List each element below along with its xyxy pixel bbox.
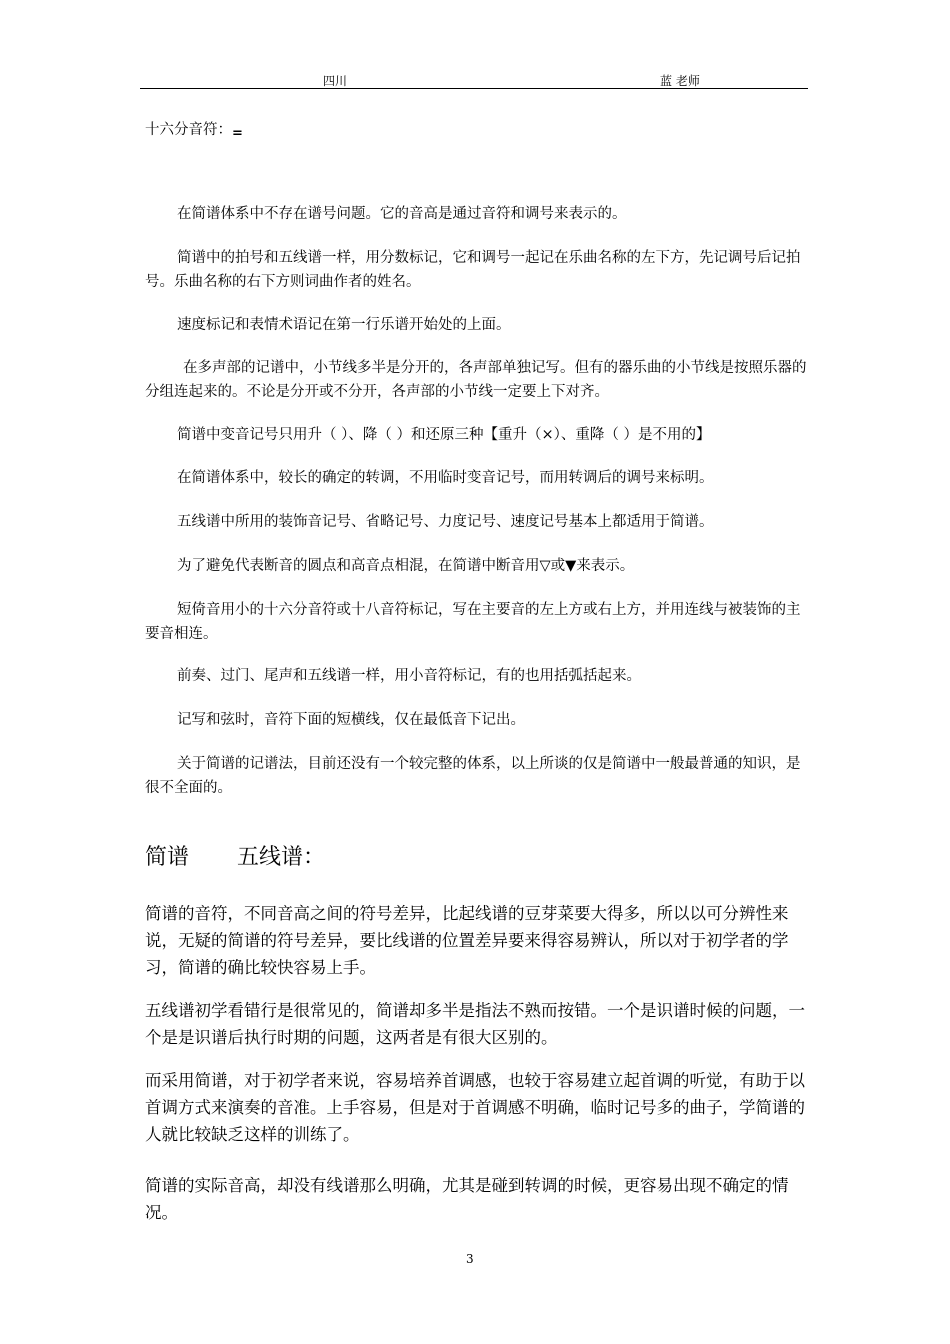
paragraph-1: 在简谱体系中不存在谱号问题。它的音高是通过音符和调号来表示的。: [177, 206, 627, 222]
paragraph-4: 在多声部的记谱中，小节线多半是分开的，各声部单独记写。但有的器乐曲的小节线是按照乐器的分组连起来的。不论是分开或不分开，各声部的小节线一定要上下对齐。: [145, 360, 807, 400]
paragraph-10: 前奏、过门、尾声和五线谱一样，用小音符标记，有的也用括弧括起来。: [177, 668, 641, 684]
paragraph-11: 记写和弦时，音符下面的短横线，仅在最低音下记出。: [177, 712, 525, 728]
sixteenth-note-label: 十六分音符：: [145, 122, 232, 138]
sixteenth-note-line: [145, 118, 243, 139]
paragraph-9: 短倚音用小的十六分音符或十八音符标记，写在主要音的左上方或右上方，并用连线与被装饰的主要音相连。: [145, 602, 801, 642]
header-right-text: 蓝 老师: [660, 74, 700, 88]
paragraph-8: 为了避免代表断音的圆点和高音点相混，在简谱中断音用▽或▼来表示。: [177, 558, 635, 574]
paragraph-2: 简谱中的拍号和五线谱一样，用分数标记，它和调号一起记在乐曲名称的左下方，先记调号后记拍号。乐曲名称的右下方则词曲作者的姓名。: [145, 250, 801, 290]
comparison-paragraph-2: 五线谱初学看错行是很常见的，简谱却多半是指法不熟而按错。一个是识谱时候的问题，一个是是识谱后执行时期的问题，这两者是有很大区别的。: [145, 1001, 805, 1047]
heading-staff: 五线谱：: [237, 845, 326, 870]
paragraph-3: 速度标记和表情术语记在第一行乐谱开始处的上面。: [177, 317, 511, 333]
page-header: [140, 70, 808, 89]
comparison-paragraph-4: 简谱的实际音高，却没有线谱那么明确，尤其是碰到转调的时候，更容易出现不确定的情况。: [145, 1176, 789, 1222]
section-heading: [145, 840, 325, 871]
paragraph-12: 关于简谱的记谱法，目前还没有一个较完整的体系，以上所谈的仅是简谱中一般最普通的知识，是很不全面的。: [145, 756, 801, 796]
sixteenth-note-symbol: =: [232, 126, 243, 141]
page-number: 3: [466, 1252, 474, 1266]
comparison-paragraph-3: 而采用简谱，对于初学者来说，容易培养首调感，也较于容易建立起首调的听觉，有助于以首调方式来演奏的音准。上手容易，但是对于首调感不明确，临时记号多的曲子，学简谱的人就比较缺乏这样的训练了。: [145, 1071, 805, 1144]
paragraph-5: 简谱中变音记号只用升（ ）、降（ ）和还原三种【重升（×）、重降（ ）是不用的】: [177, 427, 711, 443]
heading-jianpu: 简谱: [145, 845, 190, 870]
header-left-text: 四川: [323, 74, 348, 88]
paragraph-6: 在简谱体系中，较长的确定的转调，不用临时变音记号，而用转调后的调号来标明。: [177, 470, 714, 486]
comparison-paragraph-1: 简谱的音符，不同音高之间的符号差异，比起线谱的豆芽菜要大得多，所以以可分辨性来说，无疑的简谱的符号差异，要比线谱的位置差异要来得容易辨认，所以对于初学者的学习，简谱的确比较快容易上手。: [145, 904, 789, 977]
paragraph-7: 五线谱中所用的装饰音记号、省略记号、力度记号、速度记号基本上都适用于简谱。: [177, 514, 714, 530]
